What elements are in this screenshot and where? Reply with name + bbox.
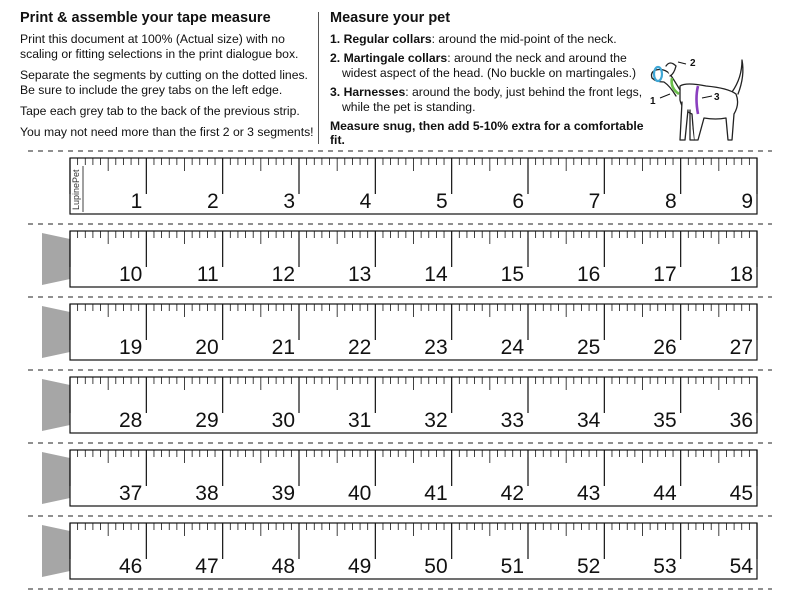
tape-number: 36: [729, 409, 753, 432]
tape-number: 18: [729, 263, 753, 286]
dog-label-1: 1: [650, 96, 656, 107]
tape-number: 8: [664, 190, 677, 213]
tape-number: 29: [195, 409, 219, 432]
measure-item-2: 2. Martingale collars: around the neck and around the widest aspect of the head. (No buckle on martingales.): [330, 51, 637, 80]
tape-number: 41: [424, 482, 448, 505]
tape-number: 28: [118, 409, 143, 432]
tape-number: 15: [500, 263, 524, 286]
measure-item-1: 1. Regular collars: around the mid-point of the neck.: [330, 32, 617, 46]
tape-number: 50: [424, 555, 448, 578]
tape-number: 20: [195, 336, 219, 359]
tape-number: 53: [653, 555, 677, 578]
tape-number: 39: [271, 482, 295, 505]
print-paragraph-1: Print this document at 100% (Actual size) with no scaling or fitting selections in the print dialogue box.: [20, 32, 299, 61]
tape-number: 43: [576, 482, 601, 505]
tape-number: 30: [271, 409, 295, 432]
tape-number: 42: [500, 482, 524, 505]
tape-number: 3: [283, 190, 295, 213]
dog-label-3: 3: [714, 92, 720, 103]
tape-number: 46: [118, 555, 143, 578]
grey-tab: [42, 379, 70, 431]
tape-number: 34: [576, 409, 601, 432]
print-title: Print & assemble your tape measure: [20, 10, 271, 26]
tape-number: 52: [576, 555, 601, 578]
tape-number: 27: [729, 336, 753, 359]
tape-number: 13: [347, 263, 372, 286]
print-paragraph-4: You may not need more than the first 2 or 3 segments!: [20, 125, 314, 139]
grey-tab: [42, 233, 70, 285]
tape-number: 17: [653, 263, 677, 286]
tape-number: 49: [347, 555, 372, 578]
brand-label: LupinePet: [71, 169, 81, 210]
tape-number: 40: [347, 482, 372, 505]
tape-number: 6: [512, 190, 524, 213]
grey-tab: [42, 306, 70, 358]
tape-number: 4: [359, 190, 372, 213]
tape-number: 14: [424, 263, 448, 286]
tape-number: 16: [576, 263, 601, 286]
tape-number: 35: [653, 409, 677, 432]
tape-number: 32: [424, 409, 448, 432]
tape-number: 11: [196, 263, 219, 286]
tape-number: 21: [271, 336, 295, 359]
dog-label-2: 2: [690, 58, 696, 69]
tape-number: 9: [741, 190, 753, 213]
tape-number: 51: [500, 555, 524, 578]
tape-number: 22: [347, 336, 372, 359]
tape-number: 2: [206, 190, 219, 213]
grey-tab: [42, 452, 70, 504]
grey-tab: [42, 525, 70, 577]
tape-number: 12: [271, 263, 295, 286]
print-paragraph-3: Tape each grey tab to the back of the previous strip.: [20, 104, 300, 118]
measure-item-3: 3. Harnesses: around the body, just behind the front legs, while the pet is standing.: [330, 85, 643, 114]
tape-number: 37: [118, 482, 143, 505]
tape-number: 45: [729, 482, 753, 505]
print-paragraph-2: Separate the segments by cutting on the dotted lines. Be sure to include the grey tabs on the left edge.: [20, 68, 308, 97]
tape-number: 48: [271, 555, 295, 578]
measure-footer: Measure snug, then add 5-10% extra for a comfortable fit.: [330, 119, 644, 147]
tape-number: 7: [588, 190, 601, 213]
tape-number: 25: [576, 336, 601, 359]
tape-number: 33: [500, 409, 524, 432]
tape-number: 19: [118, 336, 143, 359]
tape-number: 54: [729, 555, 753, 578]
tape-number: 38: [195, 482, 219, 505]
tape-number: 31: [347, 409, 372, 432]
tape-number: 10: [118, 263, 143, 286]
tape-number: 26: [653, 336, 677, 359]
tape-number: 24: [500, 336, 524, 359]
tape-number: 47: [195, 555, 219, 578]
tape-number: 44: [653, 482, 677, 505]
tape-number: 5: [435, 190, 448, 213]
tape-number: 23: [424, 336, 448, 359]
tape-number: 1: [130, 190, 143, 213]
measure-title: Measure your pet: [330, 10, 451, 26]
